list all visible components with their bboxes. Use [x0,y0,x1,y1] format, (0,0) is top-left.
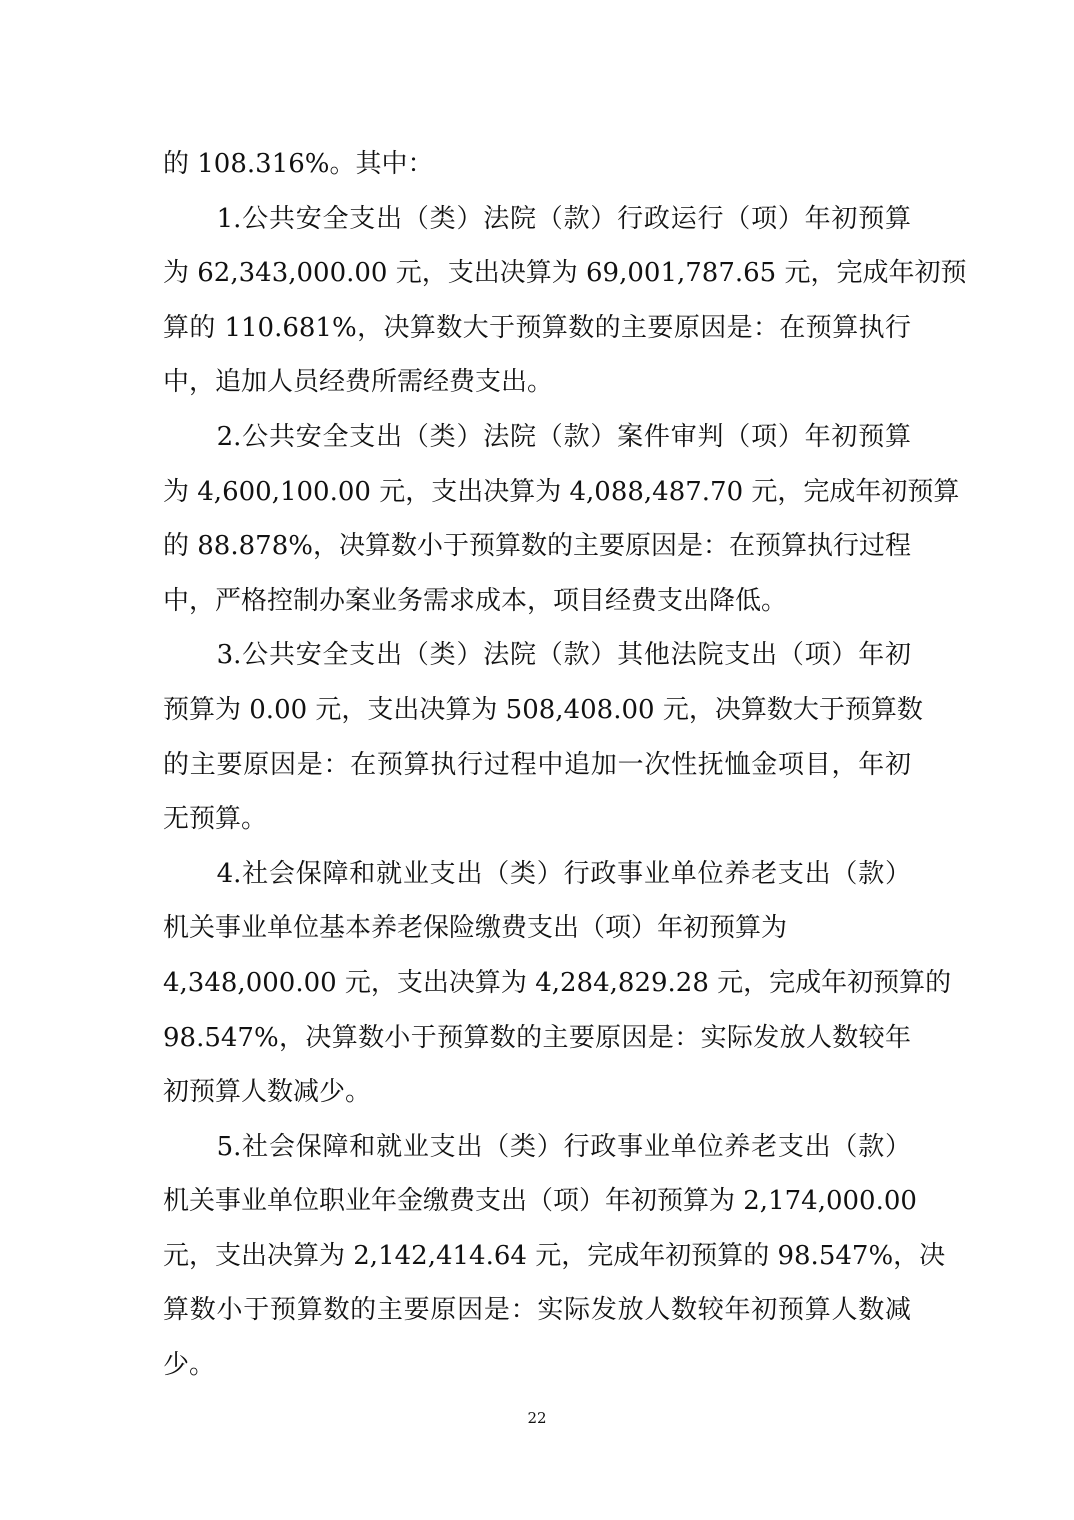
page-number: 22 [527,1409,547,1427]
text-line: 5.社会保障和就业支出（类）行政事业单位养老支出（款） [163,1131,911,1162]
text-line: 4,348,000.00 元，支出决算为 4,284,829.28 元，完成年初预算的 [163,967,952,998]
text-line: 为 4,600,100.00 元，支出决算为 4,088,487.70 元，完成年初预算 [163,476,960,507]
text-line: 为 62,343,000.00 元，支出决算为 69,001,787.65 元，完成年初预 [163,258,967,289]
text-line: 元，支出决算为 2,142,414.64 元，完成年初预算的 98.547%，决 [163,1240,946,1271]
text-line: 无预算。 [163,804,268,835]
text-line: 初预算人数减少。 [163,1077,372,1108]
text-line: 2.公共安全支出（类）法院（款）案件审判（项）年初预算 [163,421,911,452]
text-line: 的 88.878%，决算数小于预算数的主要原因是：在预算执行过程 [163,531,911,562]
text-line: 机关事业单位职业年金缴费支出（项）年初预算为 2,174,000.00 [163,1186,917,1217]
text-line: 1.公共安全支出（类）法院（款）行政运行（项）年初预算 [163,203,911,234]
text-line: 机关事业单位基本养老保险缴费支出（项）年初预算为 [163,913,788,944]
text-line: 少。 [163,1350,216,1381]
text-line: 的主要原因是：在预算执行过程中追加一次性抚恤金项目，年初 [163,749,911,780]
text-line: 98.547%，决算数小于预算数的主要原因是：实际发放人数较年 [163,1022,911,1053]
text-line: 中，追加人员经费所需经费支出。 [163,367,554,398]
text-line: 4.社会保障和就业支出（类）行政事业单位养老支出（款） [163,858,911,889]
text-line: 算数小于预算数的主要原因是：实际发放人数较年初预算人数减 [163,1295,911,1326]
text-line: 算的 110.681%，决算数大于预算数的主要原因是：在预算执行 [163,312,911,343]
body-text [163,137,967,1393]
text-line: 中，严格控制办案业务需求成本，项目经费支出降低。 [163,585,788,616]
text-line: 的 108.316%。其中： [163,149,434,179]
text-line: 3.公共安全支出（类）法院（款）其他法院支出（项）年初 [163,640,911,671]
text-line: 预算为 0.00 元，支出决算为 508,408.00 元，决算数大于预算数 [163,694,923,725]
